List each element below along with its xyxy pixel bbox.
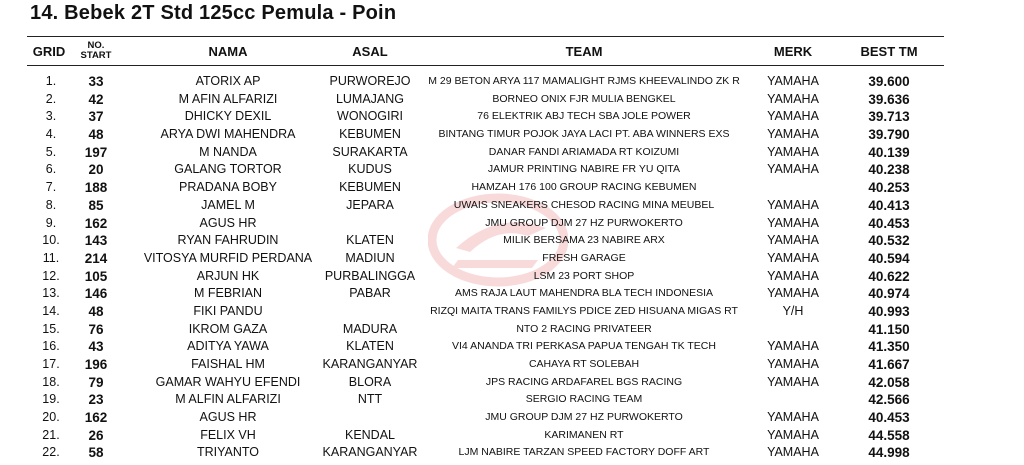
grid-cell: 6. [45, 162, 57, 177]
team-cell: SERGIO RACING TEAM [525, 393, 643, 406]
start-number-cell: 105 [84, 268, 108, 284]
rider-name-cell: M NANDA [199, 144, 257, 159]
table-row [27, 427, 944, 445]
brand-cell: YAMAHA [767, 127, 819, 142]
table-row [27, 374, 944, 392]
header-grid: GRID [32, 43, 66, 59]
brand-cell: Y/H [782, 303, 804, 318]
team-cell: HAMZAH 176 100 GROUP RACING KEBUMEN [471, 181, 697, 194]
header-best-tm: BEST TM [860, 43, 918, 59]
team-cell: CAHAYA RT SOLEBAH [528, 358, 640, 370]
rider-name-cell: VITOSYA MURFID PERDANA [143, 250, 313, 265]
brand-cell [749, 391, 837, 409]
start-number-cell: 146 [84, 286, 108, 302]
table-row [27, 303, 944, 321]
best-time-cell: 41.150 [868, 321, 910, 337]
best-time-cell: 39.636 [868, 91, 910, 107]
best-time-cell: 44.558 [868, 427, 910, 443]
origin-cell: WONOGIRI [337, 109, 403, 124]
start-number-cell: 23 [88, 392, 104, 408]
best-time-cell: 40.594 [868, 250, 910, 266]
start-number-cell: 162 [84, 215, 108, 231]
table-row [27, 197, 944, 215]
team-cell: JAMUR PRINTING NABIRE FR YU QITA [487, 163, 681, 176]
best-time-cell: 41.350 [868, 339, 910, 355]
start-number-cell: 76 [88, 321, 104, 337]
brand-cell: YAMAHA [767, 197, 819, 212]
grid-cell: 13. [42, 286, 60, 301]
origin-cell [315, 303, 425, 321]
table-row [27, 215, 944, 233]
grid-cell: 1. [45, 74, 57, 88]
table-row [27, 126, 944, 144]
table-row [27, 250, 944, 268]
rider-name-cell: TRIYANTO [196, 445, 260, 460]
team-cell: JMU GROUP DJM 27 HZ PURWOKERTO [485, 411, 683, 424]
rider-name-cell: ATORIX AP [195, 74, 261, 88]
team-cell: FRESH GARAGE [542, 251, 626, 264]
page-title: 14. Bebek 2T Std 125cc Pemula - Poin [30, 2, 397, 24]
best-time-cell: 39.600 [868, 74, 910, 89]
table-row [27, 356, 944, 374]
start-number-cell: 26 [88, 427, 104, 443]
grid-cell: 11. [42, 250, 60, 265]
origin-cell: MADURA [342, 321, 398, 336]
table-row [27, 73, 944, 91]
table-row [27, 144, 944, 162]
rider-name-cell: GALANG TORTOR [174, 162, 282, 177]
origin-cell: JEPARA [346, 197, 394, 212]
best-time-cell: 40.974 [868, 286, 910, 302]
best-time-cell: 39.713 [868, 109, 910, 125]
grid-cell: 5. [45, 144, 57, 159]
brand-cell: YAMAHA [767, 144, 819, 159]
header-nama: NAMA [208, 43, 248, 59]
header-no-start-line2: START [80, 50, 112, 61]
best-time-cell: 40.238 [868, 162, 910, 178]
origin-cell: PURBALINGGA [324, 268, 416, 283]
brand-cell: YAMAHA [767, 410, 819, 425]
table-row [27, 285, 944, 303]
table-row [27, 232, 944, 250]
results-table-body [27, 73, 944, 462]
best-time-cell: 40.532 [868, 233, 910, 249]
best-time-cell: 40.413 [868, 197, 910, 213]
team-cell: MILIK BERSAMA 23 NABIRE ARX [503, 234, 665, 247]
rider-name-cell: ARJUN HK [196, 268, 260, 283]
origin-cell: KUDUS [348, 162, 392, 177]
rider-name-cell: FIKI PANDU [193, 303, 263, 318]
brand-cell: YAMAHA [767, 286, 819, 301]
brand-cell: YAMAHA [767, 162, 819, 177]
table-row [27, 391, 944, 409]
start-number-cell: 188 [84, 180, 108, 196]
rider-name-cell: ADITYA YAWA [187, 339, 269, 354]
rider-name-cell: DHICKY DEXIL [184, 109, 272, 124]
best-time-cell: 40.453 [868, 410, 910, 426]
team-cell: JPS RACING ARDAFAREL BGS RACING [485, 375, 683, 388]
team-cell: LJM NABIRE TARZAN SPEED FACTORY DOFF ART [458, 446, 710, 459]
grid-cell: 10. [42, 233, 60, 248]
table-row [27, 338, 944, 356]
best-time-cell: 41.667 [868, 357, 910, 372]
origin-cell [315, 409, 425, 427]
start-number-cell: 48 [88, 303, 104, 319]
origin-cell: KARANGANYAR [322, 445, 418, 460]
rider-name-cell: GAMAR WAHYU EFENDI [155, 374, 301, 389]
table-row [27, 179, 944, 197]
best-time-cell: 40.453 [868, 215, 910, 231]
team-cell: 76 ELEKTRIK ABJ TECH SBA JOLE POWER [477, 110, 691, 123]
origin-cell: PABAR [349, 286, 391, 301]
best-time-cell: 40.253 [868, 180, 910, 196]
origin-cell: MADIUN [345, 250, 395, 265]
brand-cell: YAMAHA [767, 268, 819, 283]
start-number-cell: 42 [88, 91, 104, 107]
origin-cell: KEBUMEN [339, 127, 401, 142]
rider-name-cell: PRADANA BOBY [179, 180, 277, 195]
table-row [27, 321, 944, 339]
start-number-cell: 48 [88, 127, 104, 143]
origin-cell: KARANGANYAR [322, 357, 418, 371]
start-number-cell: 20 [88, 162, 104, 178]
grid-cell: 15. [42, 321, 60, 336]
rider-name-cell: M AFIN ALFARIZI [178, 91, 278, 106]
grid-cell: 16. [42, 339, 60, 354]
header-team: TEAM [565, 43, 603, 59]
rider-name-cell: IKROM GAZA [188, 321, 268, 336]
header-merk: MERK [773, 43, 813, 59]
rider-name-cell: JAMEL M [201, 197, 255, 212]
team-cell: BORNEO ONIX FJR MULIA BENGKEL [492, 92, 676, 105]
table-header [27, 36, 944, 66]
start-number-cell: 162 [84, 410, 108, 426]
brand-cell: YAMAHA [767, 215, 819, 230]
grid-cell: 8. [45, 197, 57, 212]
rider-name-cell: RYAN FAHRUDIN [177, 233, 279, 248]
brand-cell: YAMAHA [767, 233, 819, 248]
grid-cell: 14. [42, 303, 60, 318]
rider-name-cell: FAISHAL HM [191, 357, 265, 371]
team-cell: M 29 BETON ARYA 117 MAMALIGHT RJMS KHEEVALINDO ZK R [428, 75, 740, 87]
brand-cell [749, 321, 837, 339]
origin-cell: BLORA [348, 374, 392, 389]
start-number-cell: 85 [88, 197, 104, 213]
origin-cell: LUMAJANG [335, 91, 405, 106]
team-cell: UWAIS SNEAKERS CHESOD RACING MINA MEUBEL [453, 198, 715, 211]
table-row [27, 409, 944, 427]
table-row [27, 444, 944, 462]
grid-cell: 19. [42, 392, 60, 407]
table-row [27, 108, 944, 126]
best-time-cell: 40.993 [868, 303, 910, 319]
rider-name-cell: M FEBRIAN [193, 286, 263, 301]
start-number-cell: 197 [84, 144, 108, 160]
best-time-cell: 40.139 [868, 144, 910, 160]
table-row [27, 268, 944, 286]
start-number-cell: 58 [88, 445, 104, 461]
best-time-cell: 42.058 [868, 374, 910, 390]
start-number-cell: 214 [84, 250, 108, 266]
brand-cell [749, 179, 837, 197]
team-cell: DANAR FANDI ARIAMADA RT KOIZUMI [488, 145, 680, 158]
best-time-cell: 40.622 [868, 268, 910, 284]
team-cell: JMU GROUP DJM 27 HZ PURWOKERTO [485, 216, 683, 229]
rider-name-cell: FELIX VH [200, 427, 256, 442]
team-cell: NTO 2 RACING PRIVATEER [516, 322, 652, 335]
brand-cell: YAMAHA [767, 250, 819, 265]
brand-cell: YAMAHA [767, 339, 819, 354]
team-cell: RIZQI MAITA TRANS FAMILYS PDICE ZED HISUANA MIGAS RT [430, 304, 738, 317]
header-no-start-line1: NO. [87, 40, 105, 51]
start-number-cell: 196 [84, 357, 108, 372]
origin-cell: KENDAL [344, 427, 396, 442]
start-number-cell: 37 [88, 109, 104, 125]
grid-cell: 4. [45, 127, 57, 142]
header-no-start [75, 37, 117, 65]
team-cell: LSM 23 PORT SHOP [533, 269, 635, 282]
start-number-cell: 43 [88, 339, 104, 355]
rider-name-cell: M ALFIN ALFARIZI [175, 392, 281, 407]
origin-cell: SURAKARTA [332, 144, 408, 159]
origin-cell: KLATEN [346, 233, 394, 248]
team-cell: VI4 ANANDA TRI PERKASA PAPUA TENGAH TK TECH [452, 340, 716, 353]
rider-name-cell: AGUS HR [199, 410, 257, 425]
brand-cell: YAMAHA [767, 445, 819, 460]
origin-cell: KLATEN [346, 339, 394, 354]
origin-cell [315, 215, 425, 233]
brand-cell: YAMAHA [767, 357, 819, 371]
start-number-cell: 33 [88, 74, 104, 89]
origin-cell: KEBUMEN [339, 180, 401, 195]
grid-cell: 18. [42, 374, 60, 389]
header-asal: ASAL [352, 43, 388, 59]
grid-cell: 22. [42, 445, 60, 460]
brand-cell: YAMAHA [767, 374, 819, 389]
brand-cell: YAMAHA [767, 109, 819, 124]
table-row [27, 91, 944, 109]
grid-cell: 9. [45, 215, 57, 230]
best-time-cell: 39.790 [868, 127, 910, 143]
grid-cell: 21. [42, 427, 60, 442]
grid-cell: 17. [42, 357, 60, 371]
best-time-cell: 42.566 [868, 392, 910, 408]
origin-cell: PURWOREJO [329, 74, 411, 88]
team-cell: KARIMANEN RT [544, 428, 624, 441]
rider-name-cell: ARYA DWI MAHENDRA [160, 127, 296, 142]
grid-cell: 20. [42, 410, 60, 425]
grid-cell: 2. [45, 91, 57, 106]
origin-cell: NTT [357, 392, 383, 407]
grid-cell: 3. [45, 109, 57, 124]
rider-name-cell: AGUS HR [199, 215, 257, 230]
grid-cell: 7. [45, 180, 57, 195]
table-row [27, 161, 944, 179]
brand-cell: YAMAHA [767, 427, 819, 442]
start-number-cell: 79 [88, 374, 104, 390]
grid-cell: 12. [42, 268, 60, 283]
brand-cell: YAMAHA [767, 74, 819, 88]
start-number-cell: 143 [84, 233, 108, 249]
team-cell: AMS RAJA LAUT MAHENDRA BLA TECH INDONESIA [454, 287, 714, 300]
best-time-cell: 44.998 [868, 445, 910, 461]
team-cell: BINTANG TIMUR POJOK JAYA LACI PT. ABA WINNERS EXS [438, 128, 730, 141]
brand-cell: YAMAHA [767, 91, 819, 106]
